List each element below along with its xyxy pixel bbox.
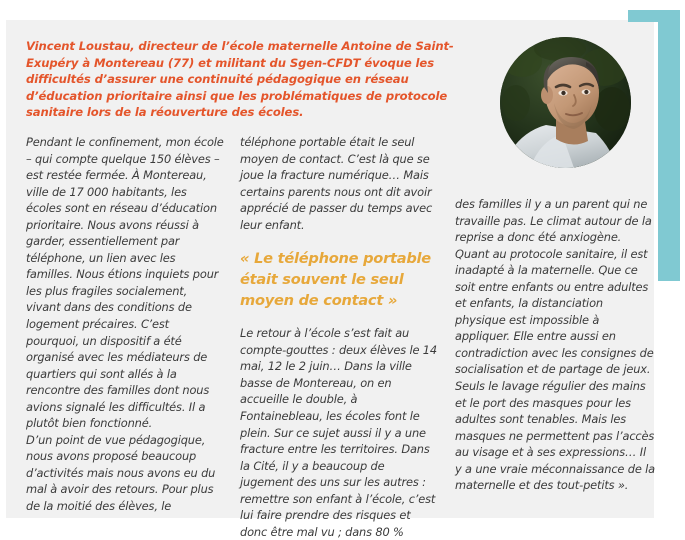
decorative-teal-bar	[658, 10, 680, 281]
body-column-2	[240, 134, 440, 540]
body-column-3	[455, 196, 655, 494]
paragraph: téléphone portable était le seul moyen de contact. C’est là que se joue la fracture numérique… Mais certains parents nous ont dit avoir apprécié de passer du temps avec leur enfant.	[240, 135, 433, 232]
paragraph: D’un point de vue pédagogique, nous avons proposé beaucoup d’activités mais nous avons eu du mal à avoir des retours. Pour plus de la moitié des élèves, le	[26, 432, 216, 514]
article-standfirst: Vincent Loustau, directeur de l’école maternelle Antoine de Saint-Exupéry à Montereau (77) et militant du Sgen-CFDT évoque les difficultés d’assurer une continuité pédagogique en réseau d’éducation prioritaire ainsi que les problématiques de protocole sanitaire lors de la réouverture des écoles.	[26, 39, 454, 120]
paragraph: Quant au protocole sanitaire, il est inadapté à la maternelle. Que ce soit entre enfants ou entre adultes et enfants, la distanciation physique est impossible à appliquer. Elle entre aussi en contradiction avec les consignes de socialisation et de partage de jeux. Seuls le lavage régulier des mains et le port des masques pour les adultes sont tenables. Mais les masques ne permettent pas l’accès au visage et à ses expressions… Il y a une vraie méconnaissance de la maternelle et des tout-petits ».	[455, 246, 656, 493]
paragraph: Le retour à l’école s’est fait au compte-gouttes : deux élèves le 14 mai, 12 le 2 juin… Dans la ville basse de Montereau, on en accueille le double, à Fontainebleau, les écoles font le plein. Sur ce sujet aussi il y a une fracture entre les territoires. Dans la Cité, il y a beaucoup de jugement des uns sur les autres : remettre son enfant à l’école, c’est lui faire prendre des risques et donc être mal vu ; dans 80 %	[240, 326, 438, 539]
pull-quote: « Le téléphone portable était souvent le seul moyen de contact »	[240, 250, 431, 310]
paragraph: des familles il y a un parent qui ne travaille pas. Le climat autour de la reprise a donc été anxiogène.	[455, 197, 652, 245]
portrait-image	[500, 37, 631, 168]
portrait-photo	[500, 37, 631, 168]
paragraph: Pendant le confinement, mon école – qui compte quelque 150 élèves – est restée fermée. À Montereau, ville de 17 000 habitants, les écoles sont en réseau d’éducation prioritaire. Nous avons réussi à garder, essentiellement par téléphone, un lien avec les familles. Nous étions inquiets pour les plus fragiles socialement, vivant dans des conditions de logement précaires. C’est pourquoi, un dispositif a été organisé avec les médiateurs de quartiers qui sont allés à la rencontre des familles dont nous avions signalé les difficultés. Il a plutôt bien fonctionné.	[26, 135, 224, 431]
decorative-teal-corner-top	[628, 10, 662, 22]
body-column-1	[26, 134, 224, 515]
